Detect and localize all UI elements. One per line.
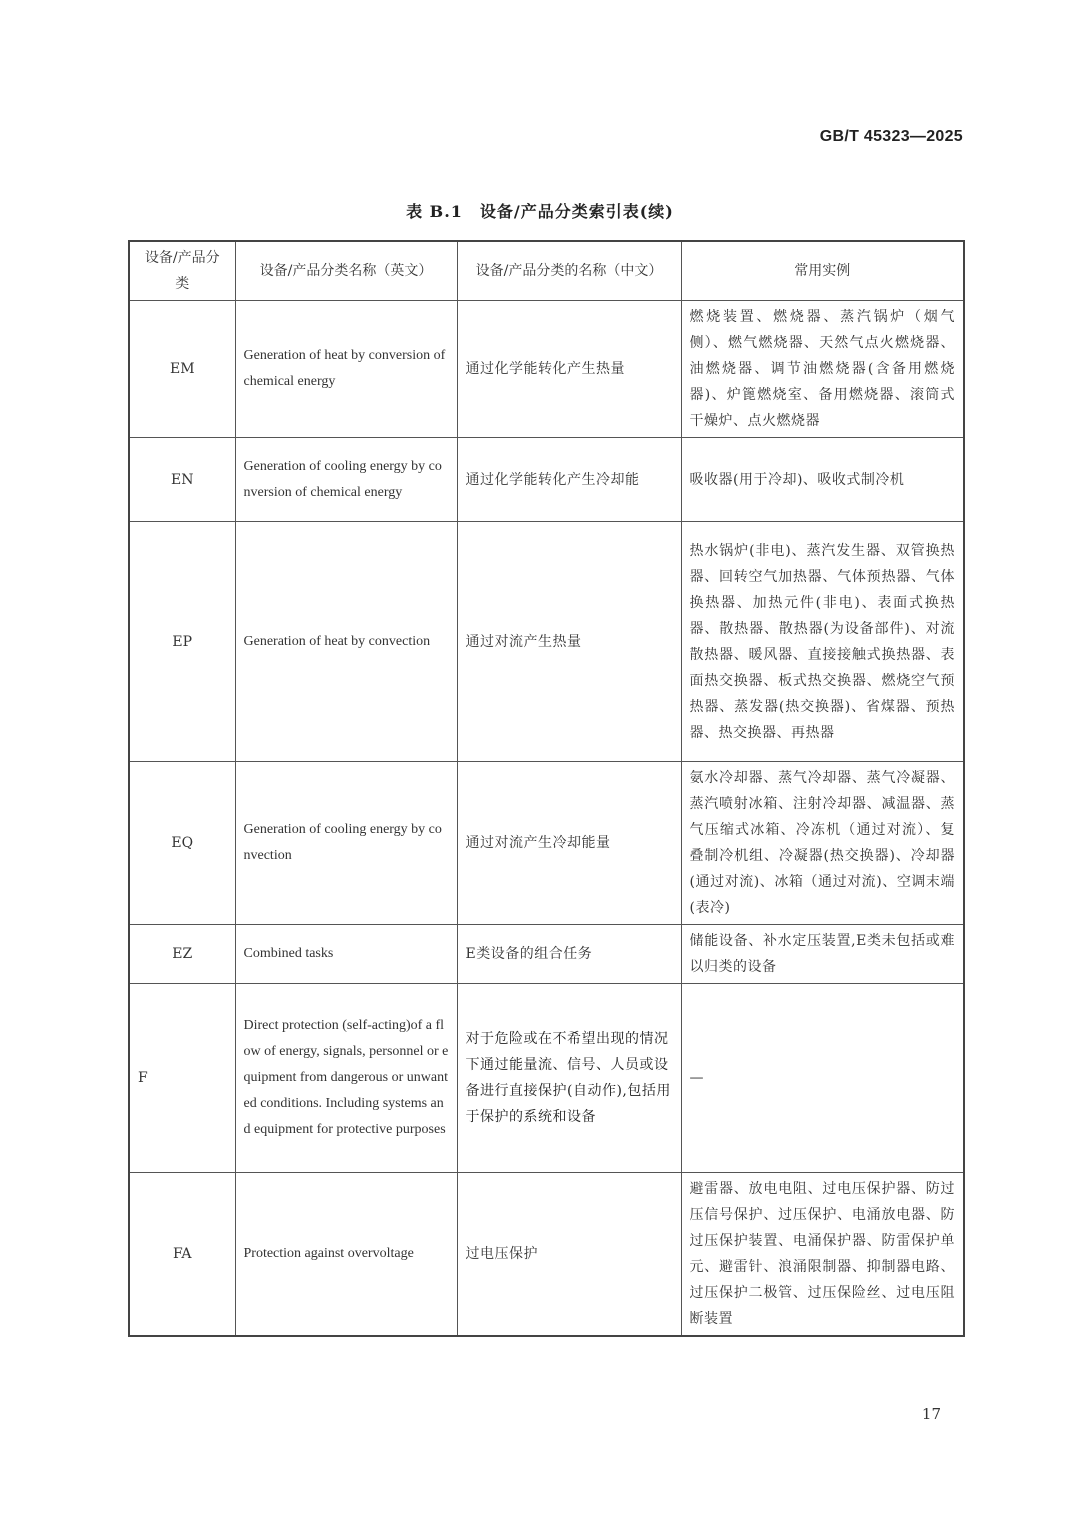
- header-category-code: 设备/产品分类: [129, 241, 235, 301]
- row-name-english: Direct protection (self-acting)of a flow of energy, signals, personnel or equipment from dangerous or unwanted conditions. Including systems and equipment for protective purposes: [235, 984, 457, 1173]
- row-name-english: Generation of cooling energy by convection: [235, 762, 457, 925]
- row-code: EN: [129, 438, 235, 522]
- page-number: 17: [921, 1405, 941, 1423]
- row-code: FA: [129, 1173, 235, 1337]
- header-name-chinese: 设备/产品分类的名称（中文）: [457, 241, 681, 301]
- row-examples: 储能设备、补水定压装置,E类未包括或难以归类的设备: [681, 925, 964, 984]
- row-examples: 氨水冷却器、蒸气冷却器、蒸气冷凝器、蒸汽喷射冰箱、注射冷却器、减温器、蒸气压缩式冰箱、冷冻机（通过对流）、复叠制冷机组、冷凝器(热交换器)、冷却器(通过对流)、冰箱（通过对流)、空调末端(表冷): [681, 762, 964, 925]
- table-row: [129, 762, 964, 925]
- table-row: [129, 984, 964, 1173]
- row-name-chinese: 过电压保护: [457, 1173, 681, 1337]
- row-code: EQ: [129, 762, 235, 925]
- row-examples: 燃烧装置、燃烧器、蒸汽锅炉（烟气侧）、燃气燃烧器、天然气点火燃烧器、油燃烧器、调节油燃烧器(含备用燃烧器)、炉篦燃烧室、备用燃烧器、滚筒式干燥炉、点火燃烧器: [681, 301, 964, 438]
- row-code: F: [129, 984, 235, 1173]
- row-name-chinese: 对于危险或在不希望出现的情况下通过能量流、信号、人员或设备进行直接保护(自动作),包括用于保护的系统和设备: [457, 984, 681, 1173]
- table-row: [129, 925, 964, 984]
- row-name-chinese: 通过对流产生热量: [457, 522, 681, 762]
- table-row: [129, 1173, 964, 1337]
- classification-index-table: [128, 240, 965, 1337]
- row-name-english: Combined tasks: [235, 925, 457, 984]
- standard-code: GB/T 45323—2025: [819, 128, 963, 145]
- row-name-english: Generation of heat by convection: [235, 522, 457, 762]
- row-examples: 吸收器(用于冷却)、吸收式制冷机: [681, 438, 964, 522]
- row-examples: 避雷器、放电电阻、过电压保护器、防过压信号保护、过压保护、电涌放电器、防过压保护装置、电涌保护器、防雷保护单元、避雷针、浪涌限制器、抑制器电路、过压保护二极管、过压保险丝、过电压阻断装置: [681, 1173, 964, 1337]
- table-row: [129, 522, 964, 762]
- row-examples: —: [681, 984, 964, 1173]
- header-examples: 常用实例: [681, 241, 964, 301]
- row-code: EP: [129, 522, 235, 762]
- row-name-english: Generation of cooling energy by conversion of chemical energy: [235, 438, 457, 522]
- row-code: EZ: [129, 925, 235, 984]
- header-name-english: 设备/产品分类名称（英文）: [235, 241, 457, 301]
- table-row: [129, 438, 964, 522]
- row-name-chinese: 通过对流产生冷却能量: [457, 762, 681, 925]
- table-row: [129, 301, 964, 438]
- row-name-chinese: 通过化学能转化产生热量: [457, 301, 681, 438]
- row-name-chinese: E类设备的组合任务: [457, 925, 681, 984]
- row-code: EM: [129, 301, 235, 438]
- row-examples: 热水锅炉(非电)、蒸汽发生器、双管换热器、回转空气加热器、气体预热器、气体换热器、加热元件(非电)、表面式换热器、散热器、散热器(为设备部件)、对流散热器、暖风器、直接接触式换热器、表面热交换器、板式热交换器、燃烧空气预热器、蒸发器(热交换器)、省煤器、预热器、热交换器、再热器: [681, 522, 964, 762]
- table-header-row: [129, 241, 964, 301]
- table-title: 表 B.1 设备/产品分类索引表(续): [406, 202, 674, 221]
- row-name-english: Generation of heat by conversion of chemical energy: [235, 301, 457, 438]
- row-name-chinese: 通过化学能转化产生冷却能: [457, 438, 681, 522]
- row-name-english: Protection against overvoltage: [235, 1173, 457, 1337]
